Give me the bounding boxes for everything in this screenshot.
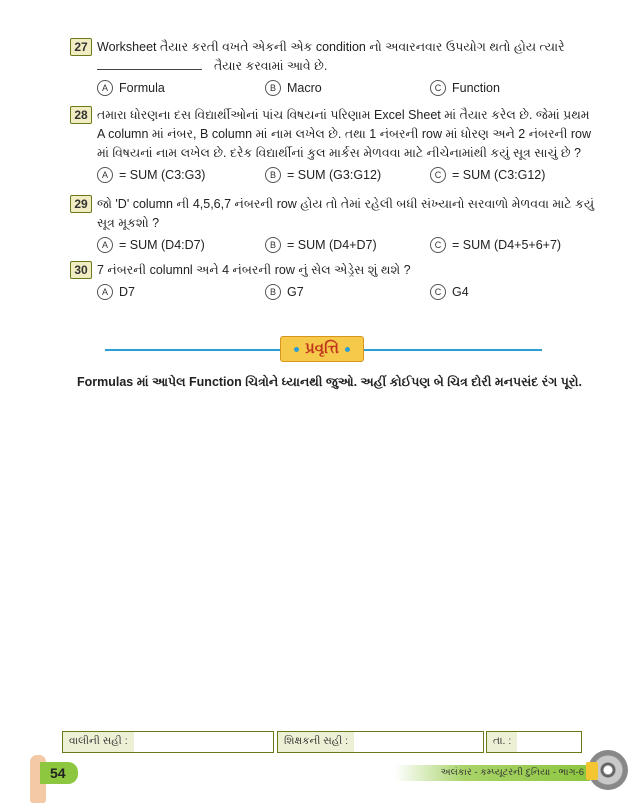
- option-a[interactable]: [97, 236, 205, 255]
- option-text: = SUM (C3:G3): [119, 168, 206, 182]
- option-c[interactable]: [430, 236, 561, 255]
- activity-banner: [280, 336, 364, 362]
- option-text: Function: [452, 81, 500, 95]
- bullet-icon: [294, 347, 299, 352]
- date-box[interactable]: [486, 731, 582, 753]
- question-number: 27: [70, 38, 92, 56]
- option-text: = SUM (G3:G12): [287, 168, 382, 182]
- answer-blank: [97, 59, 202, 70]
- divider-left: [105, 349, 283, 351]
- divider-right: [362, 349, 542, 351]
- page-number: 54: [40, 762, 78, 784]
- option-c[interactable]: [430, 166, 545, 185]
- option-text: = SUM (D4+D7): [287, 238, 377, 252]
- question-number: 30: [70, 261, 92, 279]
- option-a[interactable]: [97, 166, 205, 185]
- option-text: Formula: [119, 81, 165, 95]
- option-text: D7: [119, 285, 135, 299]
- book-title: અલંકાર - કમ્પ્યૂટરની દુનિયા - ભાગ-6: [395, 765, 590, 781]
- bullet-icon: [345, 347, 350, 352]
- option-letter: C: [430, 284, 446, 300]
- parent-signature-box[interactable]: [62, 731, 274, 753]
- option-letter: C: [430, 237, 446, 253]
- option-letter: B: [265, 237, 281, 253]
- activity-banner-label: પ્રવૃત્તિ: [305, 340, 339, 357]
- question-29: [70, 195, 600, 256]
- option-a[interactable]: [97, 79, 165, 98]
- options: [97, 236, 600, 256]
- question-text: તમારા ધોરણના દસ વિદ્યાર્થીઓનાં પાંચ વિષયનાં પરિણામ Excel Sheet માં તૈયાર કરેલ છે. જેમાં પ્રથમ A column માં નંબર, B column માં નામ લખેલ છે. તથા 1 નંબરની row માં ધોરણ અને 2 નંબરની row માં વિષયનાં નામ લખેલ છે. દરેક વિદ્યાર્થીનાં કુલ માર્કસ મેળવવા માટે નીચેનામાંથી કયું સૂત્ર સાચું છે ?: [97, 108, 592, 160]
- question-text-line2: [97, 57, 600, 76]
- question-28: [70, 106, 600, 186]
- option-letter: C: [430, 80, 446, 96]
- option-text: = SUM (D4:D7): [119, 238, 205, 252]
- option-letter: B: [265, 80, 281, 96]
- option-letter: B: [265, 284, 281, 300]
- options: [97, 283, 600, 303]
- question-27: [70, 38, 600, 99]
- question-number: 28: [70, 106, 92, 124]
- clip-icon: [586, 762, 598, 780]
- option-b[interactable]: [265, 283, 304, 302]
- option-b[interactable]: [265, 236, 377, 255]
- option-letter: B: [265, 167, 281, 183]
- option-letter: A: [97, 237, 113, 253]
- option-b[interactable]: [265, 79, 322, 98]
- question-text-tail: તૈયાર કરવામાં આવે છે.: [214, 59, 328, 73]
- option-c[interactable]: [430, 79, 500, 98]
- question-number: 29: [70, 195, 92, 213]
- date-label: તા. :: [487, 732, 517, 752]
- options: [97, 79, 600, 99]
- options: [97, 166, 600, 186]
- option-letter: A: [97, 80, 113, 96]
- activity-instruction: Formulas માં આપેલ Function ચિત્રોને ધ્યાનથી જુઓ. અહીં કોઈપણ બે ચિત્ર દોરી મનપસંદ રંગ પૂરો.: [77, 375, 582, 389]
- option-letter: A: [97, 167, 113, 183]
- question-text: [97, 38, 600, 76]
- option-letter: C: [430, 167, 446, 183]
- question-text-line1: Worksheet તૈયાર કરતી વખતે એકની એક condition નો અવારનવાર ઉપયોગ થતો હોય ત્યારે: [97, 40, 565, 54]
- option-text: = SUM (D4+5+6+7): [452, 238, 562, 252]
- option-text: G7: [287, 285, 304, 299]
- option-b[interactable]: [265, 166, 381, 185]
- teacher-signature-box[interactable]: [277, 731, 484, 753]
- parent-signature-label: વાલીની સહી :: [63, 732, 134, 752]
- option-a[interactable]: [97, 283, 135, 302]
- option-letter: A: [97, 284, 113, 300]
- option-text: G4: [452, 285, 469, 299]
- option-text: = SUM (C3:G12): [452, 168, 546, 182]
- option-c[interactable]: [430, 283, 469, 302]
- question-text: 7 નંબરની columnl અને 4 નંબરની row નું સેલ એડ્રેસ શું થશે ?: [97, 263, 411, 277]
- question-30: [70, 261, 600, 303]
- option-text: Macro: [287, 81, 322, 95]
- question-text: જો 'D' column ની 4,5,6,7 નંબરની row હોય તો તેમાં રહેલી બધી સંખ્યાનો સરવાળો મેળવવા માટે કયું સૂત્ર મૂકશો ?: [97, 197, 595, 230]
- teacher-signature-label: શિક્ષકની સહી :: [278, 732, 354, 752]
